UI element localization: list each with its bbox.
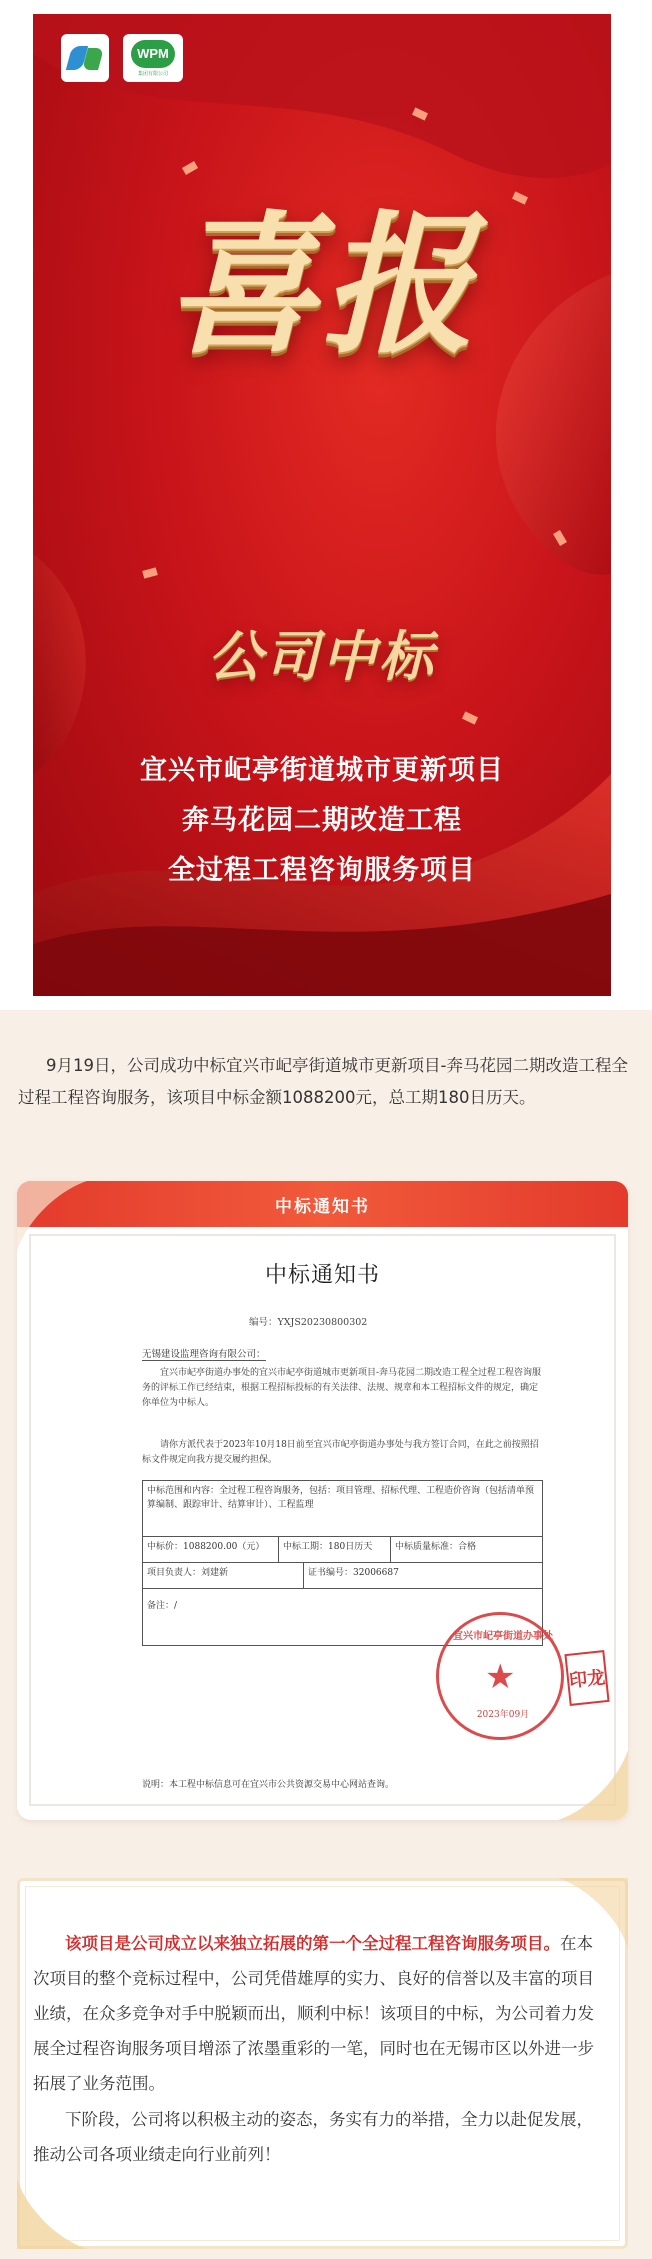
decorative-corner-icon [17,2179,87,2249]
scope-value: 全过程工程咨询服务，包括：项目管理、招标代理、工程造价咨询（包括清单预算编制、跟踪审计、结算审计）、工程监理 [147,1486,535,1510]
intro-paragraph: 9月19日，公司成功中标宜兴市屺亭街道城市更新项目-奔马花园二期改造工程全过程工程咨询服务，该项目中标金额1088200元，总工期180日历天。 [18,1056,628,1107]
project-line: 宜兴市屺亭街道城市更新项目 [140,755,504,786]
project-line: 全过程工程咨询服务项目 [168,855,476,886]
wpm-logo-mark: WPM [131,40,175,68]
subheadline: 公司中标 [208,625,436,688]
table-row [143,1481,542,1537]
document-number: 编号：YXJS20230800302 [249,1317,368,1328]
quality-value: 合格 [458,1542,477,1552]
table-cell [390,1537,542,1562]
notice-document-frame [29,1234,616,1806]
table-cell [143,1481,542,1536]
award-notice-card [17,1181,628,1820]
cert-label: 证书编号： [308,1568,354,1578]
period-value: 180日历天 [328,1542,373,1552]
headline: 喜报 [166,195,478,374]
document-paragraph: 请你方派代表于2023年10月18日前至宜兴市屺亭街道办事处与我方签订合同，在此之前按照招标文件规定向我方提交履约担保。 [142,1440,539,1465]
remark-value: / [174,1601,178,1611]
wpm-logo [123,34,183,82]
quality-label: 中标质量标准： [395,1542,459,1552]
cert-value: 32006687 [353,1568,399,1578]
wpm-logo-subtitle: 集团有限公司 [137,70,168,77]
scope-label: 中标范围和内容： [147,1486,220,1496]
price-label: 中标价： [147,1542,184,1552]
remark-label: 备注： [147,1601,175,1611]
period-label: 中标工期： [283,1542,329,1552]
summary-paragraph [33,1926,608,2101]
summary-highlight: 该项目是公司成立以来独立拓展的第一个全过程工程咨询服务项目。 [65,1934,560,1953]
table-row [143,1537,542,1563]
document-paragraph: 宜兴市屺亭街道办事处的宜兴市屺亭街道城市更新项目-奔马花园二期改造工程全过程工程咨询服务的评标工作已经结束，根据工程招标投标的有关法律、法规、规章和本工程招标文件的规定，确定你单位为中标人。 [142,1368,542,1408]
document-title: 中标通知书 [264,1263,380,1288]
decorative-corner-icon [558,1750,628,1820]
seal-date: 2023年09月 [476,1710,530,1720]
company-logo-icon [61,34,109,82]
project-line: 奔马花园二期改造工程 [182,805,462,836]
signature-seal: 印龙 [564,1650,609,1706]
award-notice-document [31,1236,614,1804]
table-cell [143,1563,303,1588]
table-cell [303,1563,542,1588]
announcement-poster [33,14,611,996]
summary-text: 在本次项目的整个竞标过程中，公司凭借雄厚的实力、良好的信誉以及丰富的项目业绩，在众多竞争对手中脱颖而出，顺利中标！该项目的中标，为公司着力发展全过程咨询服务项目增添了浓墨重彩的一笔，同时也在无锡市区以外进一步拓展了业务范围。 [33,1934,594,2093]
table-cell [278,1537,390,1562]
notice-card-header: 中标通知书 [17,1181,628,1227]
seal-star-icon: ★ [485,1657,516,1697]
manager-label: 项目负责人： [147,1568,202,1578]
seal-text: 宜兴市屺亭街道办事处 [453,1631,553,1642]
project-name-lines [33,746,611,896]
manager-value: 刘建新 [201,1568,229,1578]
document-recipient: 无锡建设监理咨询有限公司： [142,1346,266,1361]
official-seal [436,1612,564,1740]
table-cell [143,1537,278,1562]
logo-bar [61,34,183,82]
price-value: 1088200.00（元） [183,1542,265,1552]
decorative-corner-icon [17,1181,87,1251]
document-footnote: 说明：本工程中标信息可在宜兴市公共资源交易中心网站查询。 [142,1780,395,1790]
outlook-paragraph: 下阶段，公司将以积极主动的姿态，务实有力的举措，全力以赴促发展，推动公司各项业绩走向行业前列！ [33,2110,593,2164]
table-row [143,1563,542,1589]
